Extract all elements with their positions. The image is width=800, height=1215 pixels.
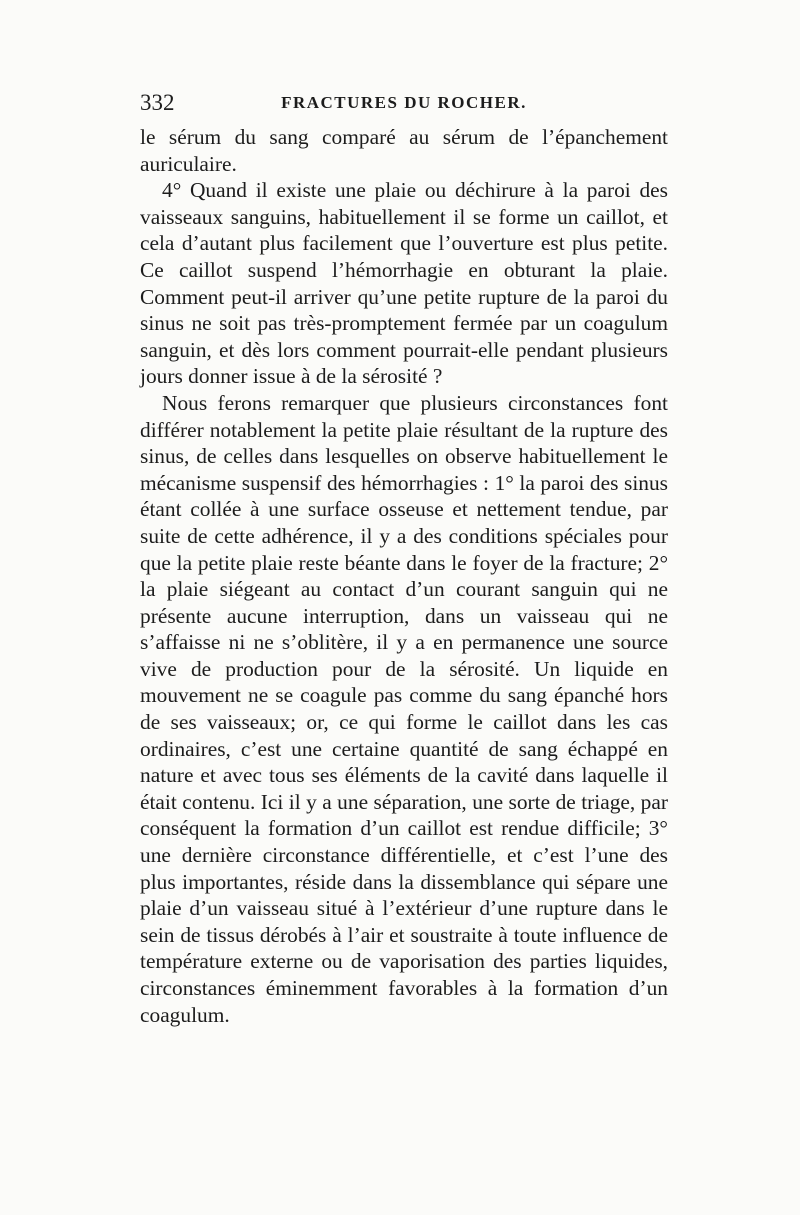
paragraph-remarks: Nous ferons remarquer que plusieurs circonstances font différer notablement la petite plaie résultant de la rupture des sinus, de celles dans lesquelles on observe habituellement le mécanisme suspensif des hémorrhagies : 1° la paroi des sinus étant collée à une surface osseuse et nettement tendue, par suite de cette adhérence, il y a des conditions spéciales pour que la petite plaie reste béante dans le foyer de la fracture; 2° la plaie siégeant au contact d’un courant sanguin qui ne présente aucune interruption, dans un vaisseau qui ne s’affaisse ni ne s’oblitère, il y a en permanence une source vive de production pour de la sérosité. Un liquide en mouvement ne se coagule pas comme du sang épanché hors de ses vaisseaux; or, ce qui forme le caillot dans les cas ordinaires, c’est une certaine quantité de sang échappé en nature et avec tous ses éléments de la cavité dans laquelle il était contenu. Ici il y a une séparation, une sorte de triage, par conséquent la formation d’un caillot est rendue difficile; 3° une dernière circonstance différentielle, et c’est l’une des plus importantes, réside dans la dissemblance qui sépare une plaie d’un vaisseau situé à l’extérieur d’une rupture dans le sein de tissus dérobés à l’air et soustraite à toute influence de température externe ou de vaporisation des parties liquides, circonstances éminemment favorables à la formation d’un coagulum. [140, 390, 668, 1027]
running-title: FRACTURES DU ROCHER. [281, 93, 527, 112]
running-head [140, 90, 668, 120]
paragraph-continuation: le sérum du sang comparé au sérum de l’épanchement auriculaire. [140, 125, 668, 176]
book-page [140, 90, 668, 1028]
paragraph-point-4: 4° Quand il existe une plaie ou déchirure à la paroi des vaisseaux sanguins, habituellement il se forme un caillot, et cela d’autant plus facilement que l’ouverture est plus petite. Ce caillot suspend l’hémorrhagie en obturant la plaie. Comment peut-il arriver qu’une petite rupture de la paroi du sinus ne soit pas très-promptement fermée par un coagulum sanguin, et dès lors comment pourrait-elle pendant plusieurs jours donner issue à de la sérosité ? [140, 178, 668, 389]
page-number: 332 [140, 90, 175, 115]
body-text [140, 124, 668, 1028]
